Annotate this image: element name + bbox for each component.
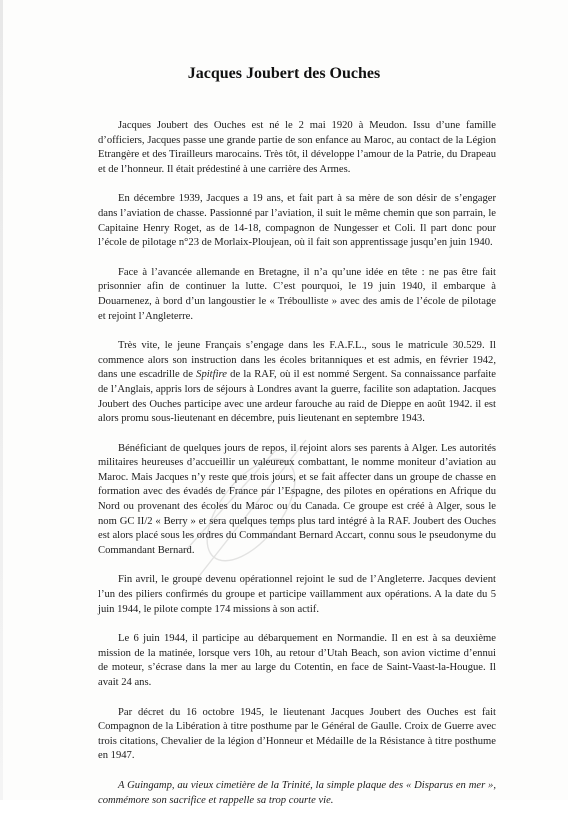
paragraph-honours: Par décret du 16 octobre 1945, le lieutenant Jacques Joubert des Ouches est fait Compagnon de la Libération à titre posthume par le Général de Gaulle. Croix de Guerre avec trois citations, Chevalier de la légion d’Honneur et Médaille de la Résistance à titre posthume en 1947. [98, 706, 496, 762]
document-body [98, 119, 496, 823]
paragraph-d-day: Le 6 juin 1944, il participe au débarquement en Normandie. Il en est à sa deuxième mission de la matinée, lorsque vers 10h, au retour d’Utah Beach, son avion victime d’ennui de moteur, s’écrase dans la mer au large du Cotentin, en face de Saint-Vaast-la-Hougue. Il avait 24 ans. [98, 633, 496, 688]
paragraph-operations: Fin avril, le groupe devenu opérationnel rejoint le sud de l’Angleterre. Jacques devient l’un des piliers confirmés du groupe et participe vaillamment aux opérations. A la date du 5 juin 1944, le pilote compte 174 missions à son actif. [98, 574, 496, 615]
paragraph-departure: Face à l’avancée allemande en Bretagne, il n’a qu’une idée en tête : ne pas être fait prisonnier afin de continuer la lutte. C’est pourquoi, le 19 juin 1940, il embarque à Douarnenez, à bord d’un langoustier le « Tréboulliste » avec des amis de l’école de pilotage et rejoint l’Angleterre. [98, 266, 496, 322]
paragraph-birth: Jacques Joubert des Ouches est né le 2 mai 1920 à Meudon. Issu d’une famille d’officiers, Jacques passe une grande partie de son enfance au Maroc, au contact de la Légion Etrangère et des Tirailleurs marocains. Très tôt, il développe l’amour de la Patrie, du Drapeau et de l’honneur. Il était prédestiné à une carrière des Armes. [98, 120, 496, 175]
paragraph-alger: Bénéficiant de quelques jours de repos, il rejoint alors ses parents à Alger. Les autorités militaires heureuses d’accueillir un valeureux combattant, le nomme moniteur d’aviation au Maroc. Mais Jacques n’y reste que trois jours, et se fait affecter dans un groupe de chasse en formation avec des évadés de France par l’Espagne, des pilotes en opérations en Afrique du Nord ou provenant des écoles du Maroc ou du Canada. Ce groupe est créé à Alger, sous le nom GC II/2 « Berry » et sera quelques temps plus tard intégré à la RAF. Joubert des Ouches est alors placé sous les ordres du Commandant Bernard Accart, connu sous le pseudonyme du Commandant Bernard. [98, 442, 496, 556]
italic-term: Spitfire [196, 369, 227, 381]
paragraph-enlistment: En décembre 1939, Jacques a 19 ans, et fait part à sa mère de son désir de s’engager dans l’aviation de chasse. Passionné par l’aviation, il suit le même chemin que son parrain, le Capitaine Henry Roget, as de 14-18, compagnon de Nungesser et Coli. Il part donc pour l’école de pilotage n°23 de Morlaix-Ploujean, où il fait son apprentissage jusqu’en juin 1940. [98, 193, 496, 249]
paragraph-fafl: Très vite, le jeune Français s’engage dans les F.A.F.L., sous le matricule 30.529. Il commence alors son instruction dans les écoles britanniques et est admis, en février 1942, dans une escadrille de Spitfire de la RAF, où il est nommé Sergent. Sa connaissance parfaite de l’Anglais, appris lors de séjours à Londres avant la guerre, facilite son adaptation. Jacques Joubert des Ouches participe avec une ardeur farouche au raid de Dieppe en août 1942. il est alors promu sous-lieutenant en décembre, puis lieutenant en septembre 1943. [98, 340, 496, 425]
document-title: Jacques Joubert des Ouches [187, 65, 381, 82]
closing-paragraph: A Guingamp, au vieux cimetière de la Trinité, la simple plaque des « Disparus en mer », commémore son sacrifice et rappelle sa trop courte vie. [98, 779, 496, 806]
scan-edge [0, 0, 3, 800]
